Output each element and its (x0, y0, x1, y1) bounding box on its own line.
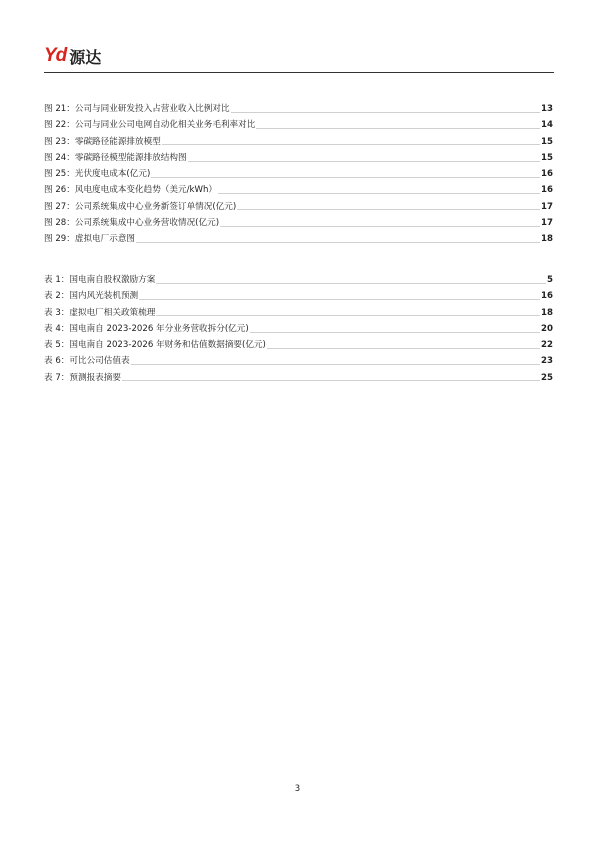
toc-entry-label: 表 1：国电南自股权激励方案 (44, 275, 156, 285)
toc-leader-dots (151, 177, 540, 178)
toc-entry-page: 20 (541, 323, 553, 334)
toc-entry-page: 17 (541, 201, 553, 212)
toc-leader-dots (162, 144, 540, 145)
toc-leader-dots (250, 332, 540, 333)
logo-mark: Yd (44, 45, 67, 66)
toc-entry[interactable] (44, 150, 553, 166)
toc-entry-label: 图 23：零碳路径能源排放模型 (44, 136, 161, 147)
toc-entry-page: 5 (547, 275, 553, 285)
toc-leader-dots (188, 161, 540, 162)
toc-entry-label: 图 27：公司系统集成中心业务新签订单情况(亿元) (44, 201, 237, 212)
toc-entry-label: 表 7：预测报表摘要 (44, 372, 121, 383)
logo-text: 源达 (69, 47, 102, 67)
toc-leader-dots (267, 348, 540, 349)
toc-leader-dots (131, 364, 540, 365)
toc-entry[interactable] (44, 370, 553, 386)
toc-leader-dots (156, 315, 540, 316)
toc-entry[interactable] (44, 305, 553, 321)
company-logo (44, 45, 101, 67)
toc-entry-page: 15 (541, 152, 553, 163)
toc-leader-dots (139, 299, 540, 300)
toc-entry-label: 表 4：国电南自 2023-2026 年分业务营收拆分(亿元) (44, 323, 249, 334)
toc-entry-page: 14 (541, 120, 553, 131)
figure-list (44, 101, 553, 248)
toc-entry-page: 18 (541, 307, 553, 318)
toc-entry-page: 16 (541, 291, 553, 302)
toc-entry-page: 23 (541, 356, 553, 367)
header-divider (44, 72, 554, 73)
toc-entry[interactable] (44, 231, 553, 247)
toc-entry-page: 18 (541, 234, 553, 245)
toc-entry-page: 13 (541, 104, 553, 114)
toc-entry-label: 表 3：虚拟电厂相关政策梳理 (44, 307, 156, 318)
toc-entry[interactable] (44, 182, 553, 198)
toc-leader-dots (220, 226, 540, 227)
toc-entry[interactable] (44, 134, 553, 150)
toc-entry-label: 表 6：可比公司估值表 (44, 356, 130, 367)
toc-leader-dots (218, 193, 540, 194)
toc-entry[interactable] (44, 117, 553, 133)
toc-entry-page: 17 (541, 218, 553, 229)
toc-entry-page: 15 (541, 136, 553, 147)
toc-entry-label: 表 2：国内风光装机预测 (44, 291, 139, 302)
toc-entry[interactable] (44, 166, 553, 182)
toc-entry[interactable] (44, 272, 553, 288)
toc-entry-label: 表 5：国电南自 2023-2026 年财务和估值数据摘要(亿元) (44, 340, 266, 351)
toc-entry[interactable] (44, 337, 553, 353)
toc-entry[interactable] (44, 288, 553, 304)
toc-entry[interactable] (44, 199, 553, 215)
toc-entry-label: 图 28：公司系统集成中心业务营收情况(亿元) (44, 218, 220, 229)
toc-leader-dots (237, 209, 540, 210)
toc-entry-label: 图 21：公司与同业研发投入占营业收入比例对比 (44, 104, 230, 114)
toc-entry-page: 16 (541, 169, 553, 180)
toc-leader-dots (256, 128, 540, 129)
toc-entry-label: 图 25：光伏度电成本(亿元) (44, 169, 151, 180)
toc-entry[interactable] (44, 353, 553, 369)
toc-entry-page: 25 (541, 372, 553, 383)
toc-leader-dots (156, 283, 546, 284)
page-number: 3 (294, 784, 301, 794)
toc-entry-page: 16 (541, 185, 553, 196)
table-list (44, 272, 553, 386)
toc-entry[interactable] (44, 101, 553, 117)
toc-entry[interactable] (44, 215, 553, 231)
toc-entry-label: 图 22：公司与同业公司电网自动化相关业务毛利率对比 (44, 120, 256, 131)
toc-entry-label: 图 24：零碳路径模型能源排放结构图 (44, 152, 187, 163)
toc-leader-dots (136, 242, 540, 243)
toc-entry-page: 22 (541, 340, 553, 351)
toc-entry-label: 图 29：虚拟电厂示意图 (44, 234, 136, 245)
toc-entry-label: 图 26：风电度电成本变化趋势（美元/kWh） (44, 185, 217, 196)
toc-leader-dots (122, 380, 540, 381)
toc-leader-dots (231, 112, 540, 113)
toc-entry[interactable] (44, 321, 553, 337)
